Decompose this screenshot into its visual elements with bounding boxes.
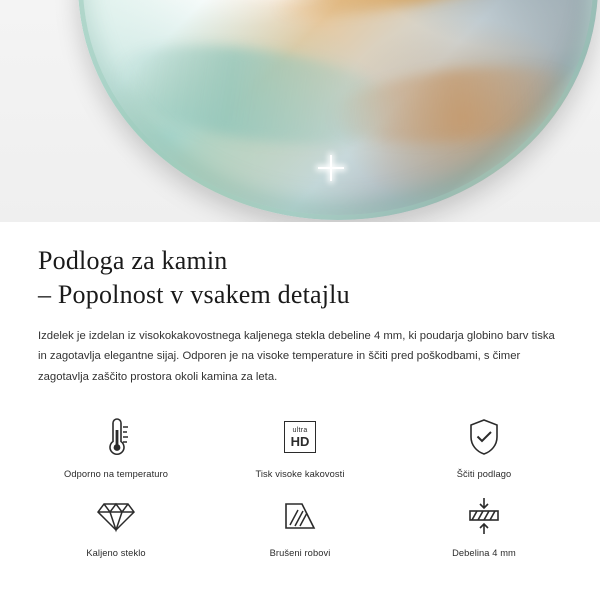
feature-grid: [0, 414, 600, 558]
feature-item: [24, 414, 208, 479]
text-content: [0, 222, 600, 388]
description-paragraph: Izdelek je izdelan iz visokokakovostnega kaljenega stekla debeline 4 mm, ki poudarja globino barv tiska in zagotavlja elegantne sijaj. Odporen je na visoke temperature in ščiti pred poškodbami, s čimer zagotavlja zaščito prostora okoli kamina za leta.: [38, 329, 555, 384]
feature-item: [392, 414, 576, 479]
feature-label: Tisk visoke kakovosti: [255, 469, 345, 480]
feature-item: [24, 493, 208, 558]
diamond-icon: [96, 493, 136, 539]
thickness-arrows-icon: [464, 493, 504, 539]
feature-label: Ščiti podlago: [456, 469, 512, 480]
ultra-hd-badge-bottom: HD: [290, 433, 310, 449]
polished-edges-icon: [280, 493, 320, 539]
feature-item: [392, 493, 576, 558]
headline-line-2: – Popolnost v vsakem detajlu: [38, 279, 350, 309]
ultra-hd-icon: [284, 414, 316, 460]
headline-line-1: Podloga za kamin: [38, 246, 228, 275]
shield-check-icon: [466, 414, 502, 460]
feature-item: [208, 493, 392, 558]
ultra-hd-badge-top: ultra: [292, 426, 308, 434]
feature-label: Debelina 4 mm: [452, 548, 516, 559]
feature-label: Kaljeno steklo: [86, 548, 146, 559]
feature-label: Odporno na temperaturo: [63, 469, 168, 480]
thermometer-icon: [99, 414, 133, 460]
page-title: [38, 244, 562, 312]
feature-label: Brušeni robovi: [269, 548, 331, 559]
feature-item: [208, 414, 392, 479]
abstract-streak: [266, 0, 598, 34]
hero-product-image: [0, 0, 600, 222]
